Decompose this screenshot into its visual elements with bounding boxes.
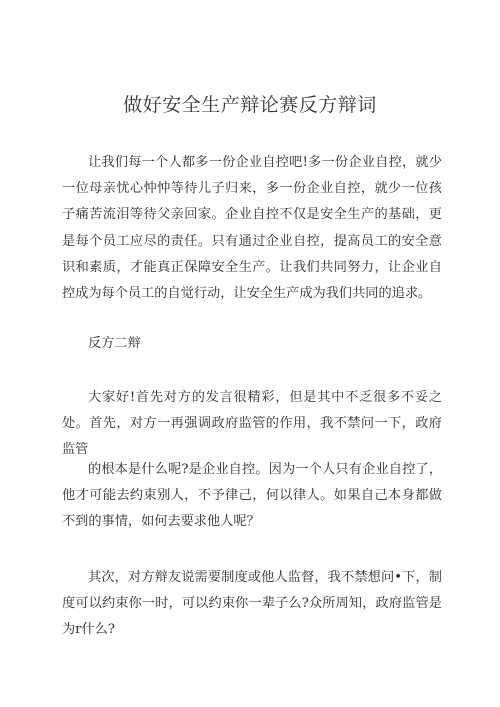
- document-title: 做好安全生产辩论赛反方辩词: [123, 94, 377, 116]
- paragraph-intro: 让我们每一个人都多一份企业自控吧!多一份企业自控，就少一位母亲忧心忡忡等待儿子归来，多一份企业自控，就少一位孩子痛苦流泪等待父亲回家。企业自控不仅是安全生产的基础，更是每个员工应尽的责任。只有通过企业自控，提高员工的安全意识和素质，才能真正保障安全生产。让我们共同努力，让企业自控成为每个员工的自觉行动，让安全生产成为我们共同的追求。: [62, 155, 442, 302]
- section-heading: 反方二辩: [88, 336, 141, 351]
- paragraph-opening: 大家好!首先对方的发言很精彩，但是其中不乏很多不妥之处。首先，对方一再强调政府监管的作用，我不禁问一下，政府监管: [62, 390, 442, 458]
- paragraph-argument-1: 的根本是什么呢?是企业自控。因为一个人只有企业自控了，他才可能去约束别人，不予律己，何以律人。如果自己本身都做不到的事情，如何去要求他人呢？: [62, 462, 442, 530]
- paragraph-argument-2: 其次，对方辩友说需要制度或他人监督，我不禁想问•下，制度可以约束你一时，可以约束你一辈子么?众所周知，政府监管是为r什么?: [62, 570, 442, 638]
